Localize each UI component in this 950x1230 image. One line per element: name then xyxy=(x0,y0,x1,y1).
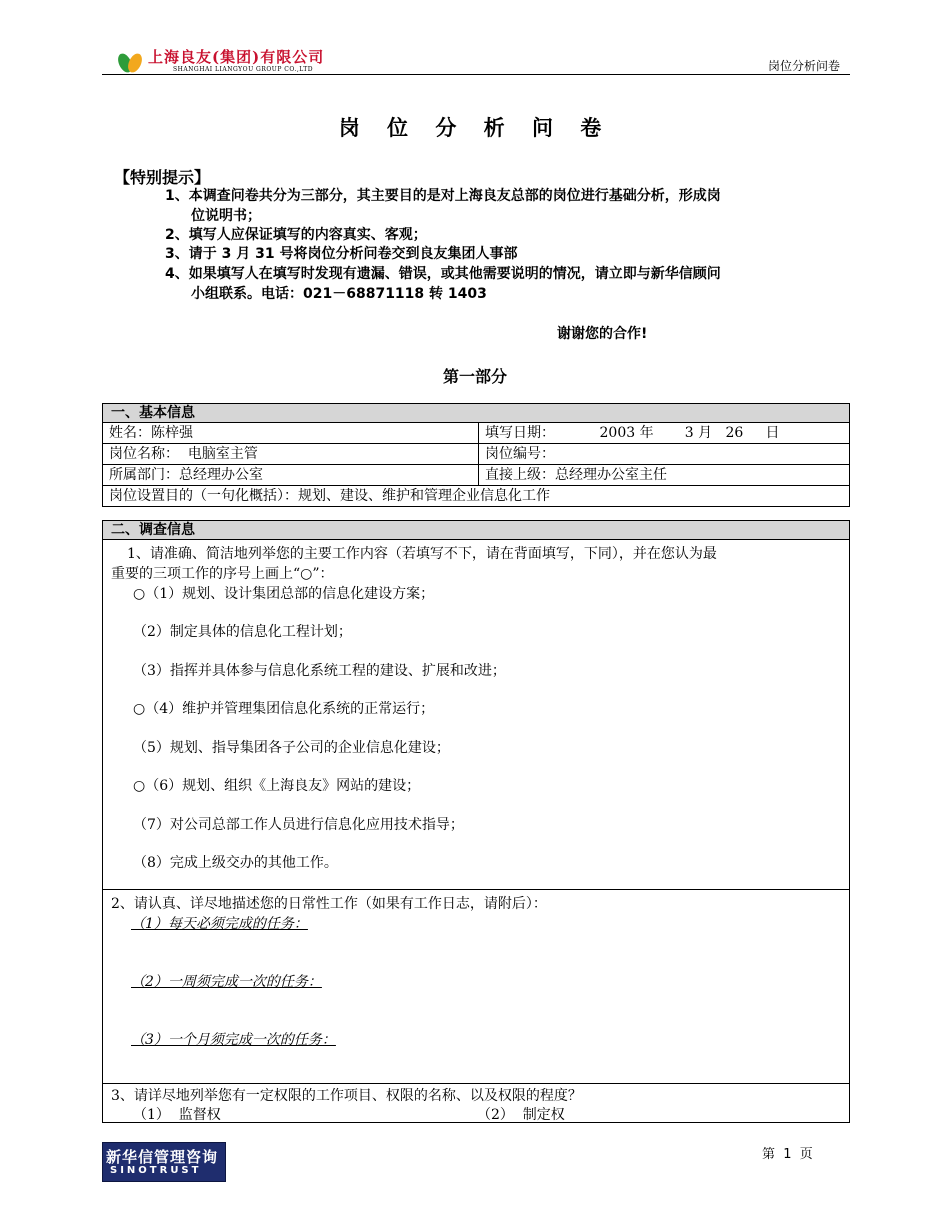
basic-info-table xyxy=(102,403,850,507)
department-field: 所属部门：总经理办公室 xyxy=(103,465,479,485)
notice-item-1-cont: 位说明书； xyxy=(191,208,261,224)
work-item: （2）制定具体的信息化工程计划； xyxy=(133,624,352,640)
document-title: 岗 位 分 析 问 卷 xyxy=(338,116,612,140)
authority-item: （1） 监督权 xyxy=(133,1107,221,1123)
header-doc-label: 岗位分析问卷 xyxy=(767,59,840,73)
notice-item-2: 2、填写人应保证填写的内容真实、客观； xyxy=(165,227,427,243)
survey-heading: 二、调查信息 xyxy=(103,521,849,540)
authority-item: （2） 制定权 xyxy=(477,1107,565,1123)
header-divider xyxy=(102,74,850,75)
weekly-tasks-label: （2）一周须完成一次的任务： xyxy=(131,974,322,990)
table-row xyxy=(103,486,849,506)
purpose-field: 岗位设置目的（一句化概括）：规划、建设、维护和管理企业信息化工作 xyxy=(109,488,550,504)
notice-item-3: 3、请于 3 月 31 号将岗位分析问卷交到良友集团人事部 xyxy=(165,246,518,262)
work-item: （8）完成上级交办的其他工作。 xyxy=(133,855,338,871)
work-item: （3）指挥并具体参与信息化系统工程的建设、扩展和改进； xyxy=(133,663,506,679)
basic-info-heading: 一、基本信息 xyxy=(103,404,849,423)
work-item: ○（6）规划、组织《上海良友》网站的建设； xyxy=(133,778,421,794)
company-name-en: SHANGHAI LIANGYOU GROUP CO.,LTD xyxy=(173,66,314,73)
question-3-block xyxy=(103,1084,849,1122)
position-field: 岗位名称： 电脑室主管 xyxy=(103,444,479,464)
notice-item-1: 1、本调查问卷共分为三部分，其主要目的是对上海良友总部的岗位进行基础分析，形成岗 xyxy=(165,188,721,204)
question-2-block xyxy=(103,890,849,1084)
page-number: 第 1 页 xyxy=(762,1147,813,1162)
sinotrust-logo-en: SINOTRUST xyxy=(110,1165,202,1176)
position-no-field: 岗位编号： xyxy=(485,446,555,462)
question-1-text: 1、请准确、简洁地列举您的主要工作内容（若填写不下，请在背面填写，下同），并在您认为最 xyxy=(127,546,717,562)
name-field: 姓名：陈梓强 xyxy=(103,423,479,443)
question-1-text-cont: 重要的三项工作的序号上画上“○”： xyxy=(111,566,334,582)
notice-heading: 【特别提示】 xyxy=(114,168,211,187)
notice-item-4: 4、如果填写人在填写时发现有遗漏、错误，或其他需要说明的情况，请立即与新华信顾问 xyxy=(165,266,721,282)
company-name-cn: 上海良友(集团)有限公司 xyxy=(148,48,325,66)
work-item: （7）对公司总部工作人员进行信息化应用技术指导； xyxy=(133,817,464,833)
question-2-text: 2、请认真、详尽地描述您的日常性工作（如果有工作日志，请附后）： xyxy=(111,896,547,912)
question-1-block xyxy=(103,540,849,890)
thanks-note: 谢谢您的合作! xyxy=(557,326,648,342)
table-row xyxy=(103,423,849,444)
work-item: ○（4）维护并管理集团信息化系统的正常运行； xyxy=(133,701,435,717)
monthly-tasks-label: （3）一个月须完成一次的任务： xyxy=(131,1032,336,1048)
daily-tasks-label: （1）每天必须完成的任务： xyxy=(131,916,308,932)
part-title: 第一部分 xyxy=(442,367,507,386)
sinotrust-logo-cn: 新华信管理咨询 xyxy=(106,1148,219,1166)
notice-item-4-cont: 小组联系。电话：021－68871118 转 1403 xyxy=(191,286,487,302)
work-item: （5）规划、指导集团各子公司的企业信息化建设； xyxy=(133,740,450,756)
date-field: 填写日期： 2003 年 3 月 26 日 xyxy=(485,425,780,441)
superior-field: 直接上级：总经理办公室主任 xyxy=(485,467,667,483)
table-row xyxy=(103,444,849,465)
table-row xyxy=(103,465,849,486)
survey-table xyxy=(102,520,850,1123)
work-item: ○（1）规划、设计集团总部的信息化建设方案； xyxy=(133,586,435,602)
question-3-text: 3、请详尽地列举您有一定权限的工作项目、权限的名称、以及权限的程度？ xyxy=(111,1088,582,1104)
